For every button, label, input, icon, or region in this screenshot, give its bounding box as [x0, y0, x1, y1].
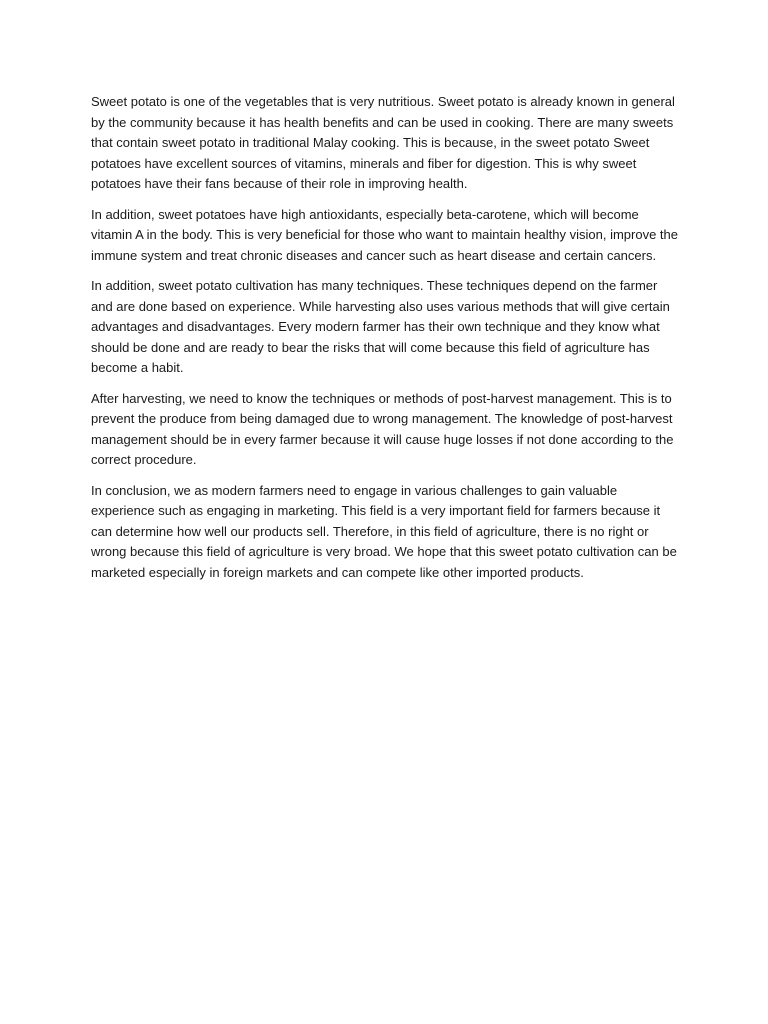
paragraph-intro: Sweet potato is one of the vegetables that is very nutritious. Sweet potato is already known in general by the community because it has health benefits and can be used in cooking. There are many sweets that contain sweet potato in traditional Malay cooking. This is because, in the sweet potato Sweet potatoes have excellent sources of vitamins, minerals and fiber for digestion. This is why sweet potatoes have their fans because of their role in improving health. [91, 94, 675, 191]
document-body [91, 92, 679, 593]
paragraph-cultivation-techniques: In addition, sweet potato cultivation has many techniques. These techniques depend on the farmer and are done based on experience. While harvesting also uses various methods that will give certain advantages and disadvantages. Every modern farmer has their own technique and they know what should be done and are ready to bear the risks that will come because this field of agriculture has become a habit. [91, 278, 670, 375]
paragraph-post-harvest: After harvesting, we need to know the techniques or methods of post-harvest management. This is to prevent the produce from being damaged due to wrong management. The knowledge of post-harvest management should be in every farmer because it will cause huge losses if not done according to the correct procedure. [91, 390, 674, 467]
paragraph-conclusion: In conclusion, we as modern farmers need to engage in various challenges to gain valuable experience such as engaging in marketing. This field is a very important field for farmers because it can determine how well our products sell. Therefore, in this field of agriculture, there is no right or wrong because this field of agriculture is very broad. We hope that this sweet potato cultivation can be marketed especially in foreign markets and can compete like other imported products. [91, 482, 677, 580]
paragraph-antioxidants: In addition, sweet potatoes have high antioxidants, especially beta-carotene, which will become vitamin A in the body. This is very beneficial for those who want to maintain healthy vision, improve the immune system and treat chronic diseases and cancer such as heart disease and certain cancers. [91, 206, 678, 263]
